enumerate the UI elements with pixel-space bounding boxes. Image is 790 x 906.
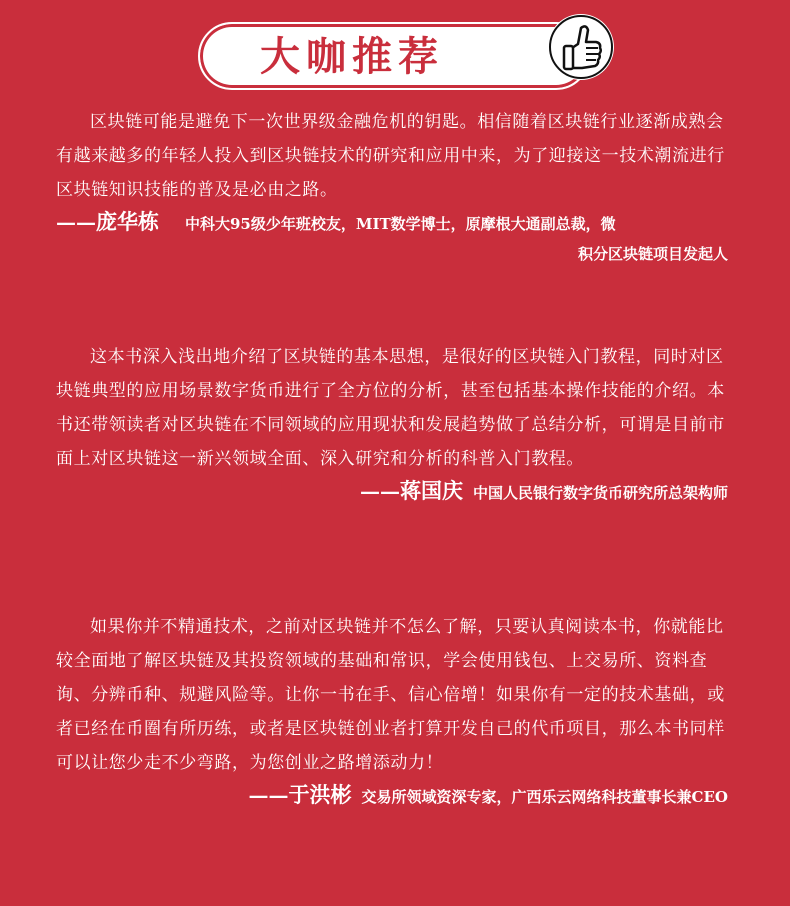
signature-name: 于洪彬 — [288, 782, 352, 807]
recommendation-text: 如果你并不精通技术，之前对区块链并不怎么了解，只要认真阅读本书，你就能比较全面地了解区块链及其投资领域的基础和常识，学会使用钱包、上交易所、资料查询、分辨币种、规避风险等。让你一书在手、信心倍增！如果你有一定的技术基础，或者已经在币圈有所历练，或者是区块链创业者打算开发自己的代币项目，那么本书同样可以让您少走不少弯路，为您创业之路增添动力！ — [56, 617, 725, 773]
signature-title: 中科大95级少年班校友，MIT数学博士，原摩根大通副总裁，微 — [185, 215, 616, 233]
signature-dash: —— — [359, 479, 400, 503]
recommendation-1 — [56, 105, 728, 269]
signature-title: 交易所领域资深专家，广西乐云网络科技董事长兼CEO — [361, 788, 728, 806]
signature-title: 中国人民银行数字货币研究所总架构师 — [472, 484, 728, 502]
signature-name: 庞华栋 — [96, 209, 159, 234]
recommendation-3 — [56, 610, 728, 812]
recommendation-text: 区块链可能是避免下一次世界级金融危机的钥匙。相信随着区块链行业逐渐成熟会有越来越多的年轻人投入到区块链技术的研究和应用中来，为了迎接这一技术潮流进行区块链知识技能的普及是必由之路。 — [56, 112, 725, 200]
thumbs-up-icon — [548, 14, 614, 80]
signature-title-continued — [56, 239, 728, 269]
signature-dash: —— — [248, 783, 289, 807]
signature — [56, 780, 728, 812]
header-banner — [198, 22, 590, 90]
signature-name: 蒋国庆 — [399, 478, 463, 503]
signature — [56, 207, 728, 239]
recommendation-text: 这本书深入浅出地介绍了区块链的基本思想，是很好的区块链入门教程，同时对区块链典型的应用场景数字货币进行了全方位的分析，甚至包括基本操作技能的介绍。本书还带领读者对区块链在不同领域的应用现状和发展趋势做了总结分析，可谓是目前市面上对区块链这一新兴领域全面、深入研究和分析的科普入门教程。 — [56, 347, 725, 469]
signature-title-line2: 积分区块链项目发起人 — [577, 245, 728, 263]
header-title: 大咖推荐 — [260, 34, 444, 80]
signature-dash: —— — [56, 210, 96, 234]
recommendation-2 — [56, 340, 728, 508]
signature — [56, 476, 728, 508]
